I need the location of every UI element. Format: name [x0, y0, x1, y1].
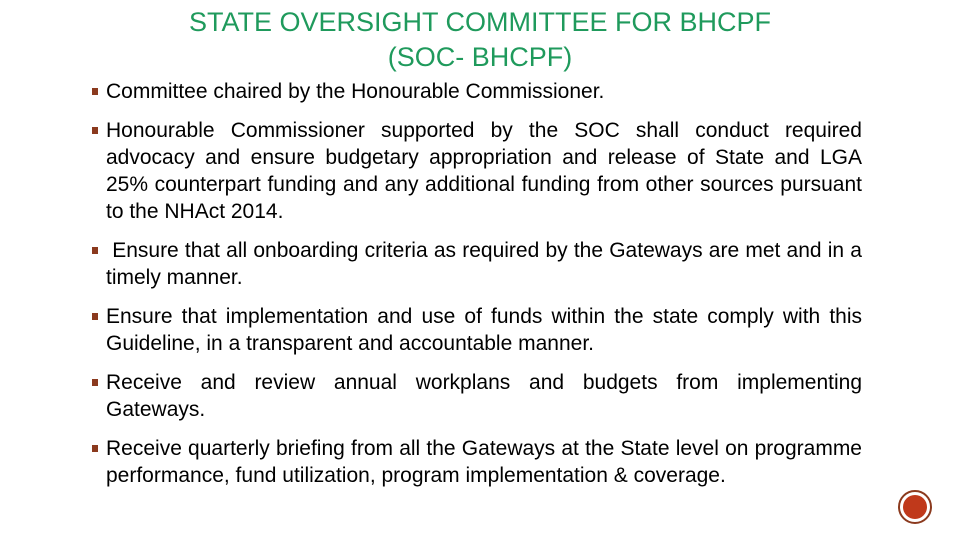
bullet-item: [106, 369, 862, 423]
bullet-item: [106, 117, 862, 225]
bullet-text: Receive quarterly briefing from all the Gateways at the State level on programme performance, fund utilization, program implementation & coverage.: [106, 437, 862, 487]
bullet-text: Receive and review annual workplans and budgets from implementing Gateways.: [106, 371, 862, 421]
bullet-text: Ensure that implementation and use of funds within the state comply with this Guideline, in a transparent and accountable manner.: [106, 305, 862, 355]
title-line-2: (SOC- BHCPF): [387, 42, 573, 72]
badge-dot: [903, 495, 927, 519]
slide-title: [0, 5, 960, 75]
bullet-item: [106, 435, 862, 489]
slide-badge-icon: [898, 490, 932, 524]
square-bullet-icon: [92, 445, 98, 452]
title-line-1: STATE OVERSIGHT COMMITTEE FOR BHCPF: [188, 7, 772, 37]
square-bullet-icon: [92, 313, 98, 320]
bullet-item: [106, 78, 862, 105]
bullet-item: [106, 303, 862, 357]
square-bullet-icon: [92, 88, 98, 95]
square-bullet-icon: [92, 247, 98, 254]
bullet-text: Committee chaired by the Honourable Commissioner.: [106, 80, 605, 103]
bullet-text: Honourable Commissioner supported by the SOC shall conduct required advocacy and ensure budgetary appropriation and release of State and LGA 25% counterpart funding and any additional funding from other sources pursuant to the NHAct 2014.: [106, 119, 862, 223]
square-bullet-icon: [92, 127, 98, 134]
bullet-text: Ensure that all onboarding criteria as required by the Gateways are met and in a timely manner.: [106, 239, 868, 289]
bullet-item: [106, 237, 868, 291]
square-bullet-icon: [92, 379, 98, 386]
